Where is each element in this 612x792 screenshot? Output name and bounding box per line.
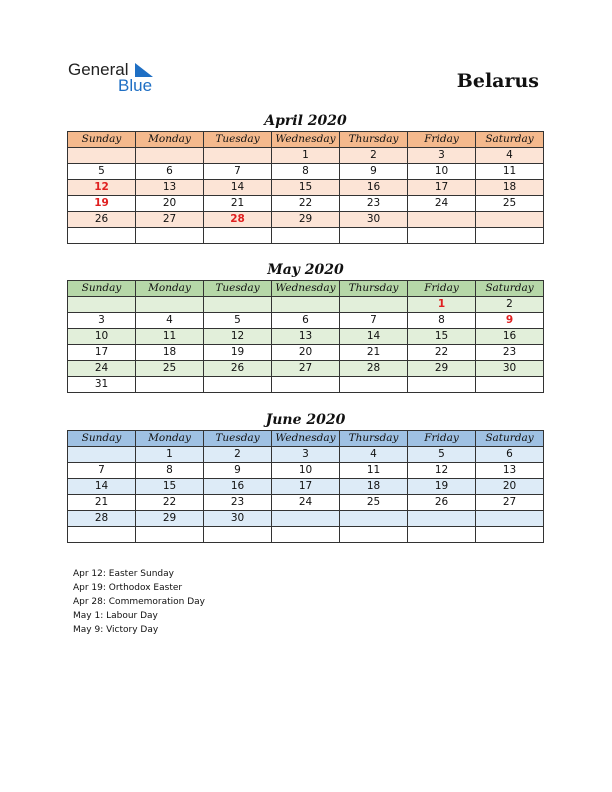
day-cell: [136, 148, 204, 164]
day-cell: 25: [476, 196, 544, 212]
day-cell: [204, 527, 272, 543]
day-cell: 11: [340, 463, 408, 479]
day-cell: 12: [68, 180, 136, 196]
day-cell: 6: [272, 313, 340, 329]
day-cell: [340, 511, 408, 527]
day-cell: 24: [272, 495, 340, 511]
day-cell: [68, 527, 136, 543]
holiday-item: May 1: Labour Day: [73, 611, 158, 621]
week-row: [68, 377, 544, 393]
day-cell: [204, 228, 272, 244]
weekday-header: Sunday: [68, 132, 136, 148]
weekday-header-row: [68, 431, 544, 447]
day-cell: 31: [68, 377, 136, 393]
holiday-item: May 9: Victory Day: [73, 625, 159, 635]
day-cell: [136, 228, 204, 244]
day-cell: 22: [136, 495, 204, 511]
month-title: April 2020: [264, 113, 347, 129]
day-cell: 10: [68, 329, 136, 345]
day-cell: 23: [476, 345, 544, 361]
week-row: [68, 329, 544, 345]
month-april: [67, 111, 544, 244]
day-cell: 17: [272, 479, 340, 495]
weekday-header: Friday: [408, 431, 476, 447]
weekday-header: Monday: [136, 281, 204, 297]
day-cell: 27: [136, 212, 204, 228]
week-row: [68, 463, 544, 479]
day-cell: [204, 297, 272, 313]
day-cell: [68, 297, 136, 313]
day-cell: 2: [204, 447, 272, 463]
day-cell: 3: [408, 148, 476, 164]
day-cell: 29: [136, 511, 204, 527]
day-cell: [476, 377, 544, 393]
day-cell: 28: [340, 361, 408, 377]
day-cell: 13: [136, 180, 204, 196]
day-cell: 8: [272, 164, 340, 180]
calendar-table: [67, 430, 544, 543]
day-cell: 8: [136, 463, 204, 479]
holiday-item: Apr 12: Easter Sunday: [73, 569, 174, 579]
day-cell: 21: [204, 196, 272, 212]
weekday-header: Wednesday: [272, 281, 340, 297]
week-row: [68, 148, 544, 164]
day-cell: 10: [408, 164, 476, 180]
day-cell: 7: [340, 313, 408, 329]
day-cell: 22: [408, 345, 476, 361]
day-cell: 15: [136, 479, 204, 495]
day-cell: 5: [204, 313, 272, 329]
weekday-header: Wednesday: [272, 431, 340, 447]
day-cell: [408, 511, 476, 527]
calendar-table: [67, 131, 544, 244]
day-cell: [136, 527, 204, 543]
day-cell: [408, 527, 476, 543]
day-cell: 18: [476, 180, 544, 196]
week-row: [68, 212, 544, 228]
weekday-header: Sunday: [68, 431, 136, 447]
week-row: [68, 527, 544, 543]
day-cell: 26: [204, 361, 272, 377]
day-cell: 19: [68, 196, 136, 212]
logo-triangle-icon: [135, 63, 153, 77]
day-cell: 9: [204, 463, 272, 479]
week-row: [68, 447, 544, 463]
day-cell: 4: [340, 447, 408, 463]
day-cell: [68, 148, 136, 164]
holiday-item: Apr 28: Commemoration Day: [73, 597, 205, 607]
weekday-header: Sunday: [68, 281, 136, 297]
weekday-header: Friday: [408, 132, 476, 148]
day-cell: [68, 447, 136, 463]
day-cell: 12: [204, 329, 272, 345]
day-cell: 16: [340, 180, 408, 196]
day-cell: 3: [272, 447, 340, 463]
weekday-header: Monday: [136, 431, 204, 447]
day-cell: 16: [204, 479, 272, 495]
day-cell: 11: [476, 164, 544, 180]
day-cell: 1: [272, 148, 340, 164]
month-title: June 2020: [265, 412, 346, 428]
day-cell: 18: [340, 479, 408, 495]
day-cell: 29: [272, 212, 340, 228]
day-cell: 20: [272, 345, 340, 361]
day-cell: [136, 297, 204, 313]
weekday-header: Tuesday: [204, 132, 272, 148]
day-cell: 14: [204, 180, 272, 196]
day-cell: 7: [204, 164, 272, 180]
day-cell: [408, 377, 476, 393]
day-cell: [476, 212, 544, 228]
day-cell: 19: [204, 345, 272, 361]
day-cell: 30: [204, 511, 272, 527]
day-cell: [476, 228, 544, 244]
day-cell: [408, 212, 476, 228]
weekday-header-row: [68, 132, 544, 148]
day-cell: [272, 511, 340, 527]
day-cell: [340, 297, 408, 313]
day-cell: 22: [272, 196, 340, 212]
weekday-header: Monday: [136, 132, 204, 148]
day-cell: 9: [476, 313, 544, 329]
weekday-header: Tuesday: [204, 431, 272, 447]
day-cell: [136, 377, 204, 393]
day-cell: 24: [408, 196, 476, 212]
day-cell: [340, 377, 408, 393]
day-cell: 4: [136, 313, 204, 329]
day-cell: 14: [68, 479, 136, 495]
day-cell: 7: [68, 463, 136, 479]
month-title: May 2020: [267, 262, 344, 278]
day-cell: 20: [476, 479, 544, 495]
day-cell: [408, 228, 476, 244]
holiday-list: [73, 567, 205, 637]
calendar-table: [67, 280, 544, 393]
day-cell: 5: [408, 447, 476, 463]
day-cell: [272, 228, 340, 244]
month-may: [67, 260, 544, 393]
day-cell: 23: [340, 196, 408, 212]
day-cell: 4: [476, 148, 544, 164]
week-row: [68, 164, 544, 180]
day-cell: 8: [408, 313, 476, 329]
week-row: [68, 495, 544, 511]
day-cell: 27: [476, 495, 544, 511]
day-cell: 18: [136, 345, 204, 361]
weekday-header: Saturday: [476, 281, 544, 297]
day-cell: 1: [136, 447, 204, 463]
week-row: [68, 511, 544, 527]
day-cell: 6: [476, 447, 544, 463]
day-cell: 19: [408, 479, 476, 495]
holiday-item: Apr 19: Orthodox Easter: [73, 583, 183, 593]
day-cell: 3: [68, 313, 136, 329]
weekday-header: Saturday: [476, 132, 544, 148]
day-cell: 21: [68, 495, 136, 511]
day-cell: 28: [68, 511, 136, 527]
day-cell: [204, 377, 272, 393]
weekday-header: Tuesday: [204, 281, 272, 297]
day-cell: 25: [136, 361, 204, 377]
day-cell: 5: [68, 164, 136, 180]
day-cell: 23: [204, 495, 272, 511]
day-cell: [476, 511, 544, 527]
weekday-header: Thursday: [340, 281, 408, 297]
week-row: [68, 196, 544, 212]
generalblue-logo: [68, 60, 168, 96]
day-cell: 11: [136, 329, 204, 345]
day-cell: [476, 527, 544, 543]
week-row: [68, 479, 544, 495]
day-cell: 12: [408, 463, 476, 479]
week-row: [68, 361, 544, 377]
weekday-header: Friday: [408, 281, 476, 297]
day-cell: 27: [272, 361, 340, 377]
day-cell: 2: [476, 297, 544, 313]
day-cell: 10: [272, 463, 340, 479]
week-row: [68, 180, 544, 196]
day-cell: [272, 377, 340, 393]
day-cell: 30: [476, 361, 544, 377]
day-cell: 25: [340, 495, 408, 511]
week-row: [68, 228, 544, 244]
day-cell: 24: [68, 361, 136, 377]
day-cell: 20: [136, 196, 204, 212]
day-cell: 17: [408, 180, 476, 196]
logo-text-general: General: [68, 60, 129, 79]
day-cell: 2: [340, 148, 408, 164]
weekday-header: Thursday: [340, 132, 408, 148]
weekday-header-row: [68, 281, 544, 297]
weekday-header: Thursday: [340, 431, 408, 447]
day-cell: 21: [340, 345, 408, 361]
day-cell: 1: [408, 297, 476, 313]
weekday-header: Wednesday: [272, 132, 340, 148]
day-cell: [204, 148, 272, 164]
day-cell: 15: [272, 180, 340, 196]
weekday-header: Saturday: [476, 431, 544, 447]
day-cell: 17: [68, 345, 136, 361]
day-cell: [272, 527, 340, 543]
week-row: [68, 313, 544, 329]
logo-text-blue: Blue: [118, 76, 153, 95]
day-cell: 16: [476, 329, 544, 345]
day-cell: [340, 228, 408, 244]
day-cell: 13: [476, 463, 544, 479]
week-row: [68, 345, 544, 361]
day-cell: 6: [136, 164, 204, 180]
day-cell: 14: [340, 329, 408, 345]
day-cell: [272, 297, 340, 313]
day-cell: 15: [408, 329, 476, 345]
day-cell: 29: [408, 361, 476, 377]
day-cell: 9: [340, 164, 408, 180]
day-cell: [68, 228, 136, 244]
day-cell: 26: [408, 495, 476, 511]
day-cell: 28: [204, 212, 272, 228]
day-cell: 30: [340, 212, 408, 228]
month-june: [67, 410, 544, 543]
country-title: Belarus: [456, 70, 539, 92]
day-cell: [340, 527, 408, 543]
day-cell: 13: [272, 329, 340, 345]
day-cell: 26: [68, 212, 136, 228]
week-row: [68, 297, 544, 313]
